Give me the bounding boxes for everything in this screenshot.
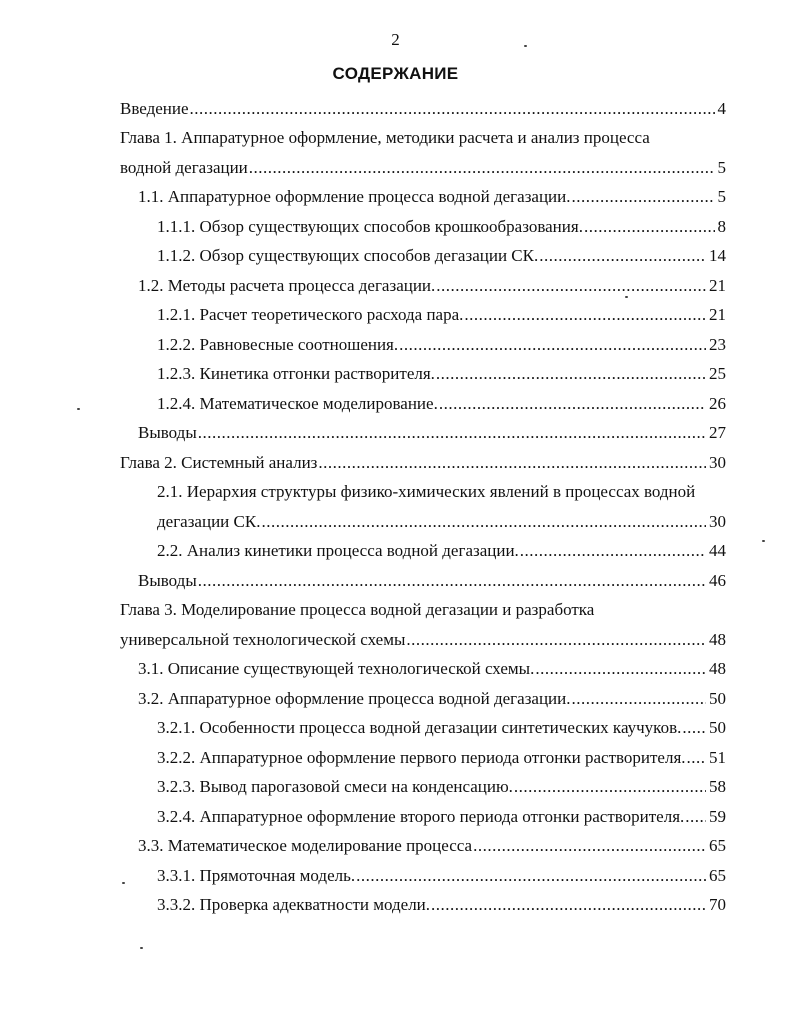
toc-entry bbox=[157, 743, 726, 773]
toc-entry-page: 50 bbox=[709, 718, 726, 737]
leader-dots bbox=[436, 271, 706, 301]
toc-entry-page: 50 bbox=[709, 689, 726, 708]
leader-dots bbox=[584, 212, 715, 242]
toc-entry-text-line1: 2.1. Иерархия структуры физико-химических явлений в процессах водной bbox=[157, 482, 696, 501]
scan-speck bbox=[140, 947, 143, 949]
toc-entry bbox=[157, 536, 726, 566]
scan-speck bbox=[77, 408, 80, 410]
toc-entry-page: 48 bbox=[709, 629, 726, 649]
toc-entry bbox=[157, 359, 726, 389]
leader-dots bbox=[261, 507, 706, 537]
toc-entry-text: 1.2.3. Кинетика отгонки растворителя. bbox=[157, 364, 435, 383]
toc-entry-text: 3.2.4. Аппаратурное оформление второго периода отгонки растворителя. bbox=[157, 807, 685, 826]
toc-entry-text: 1.2.1. Расчет теоретического расхода пара. bbox=[157, 305, 464, 324]
leader-dots bbox=[464, 300, 706, 330]
toc-entry-page: 27 bbox=[709, 423, 726, 442]
leader-dots bbox=[535, 654, 706, 684]
leader-dots bbox=[198, 418, 706, 448]
toc-entry-text: 3.2. Аппаратурное оформление процесса водной дегазации. bbox=[138, 689, 571, 708]
leader-dots bbox=[406, 625, 706, 655]
leader-dots bbox=[473, 831, 706, 861]
toc-entry-page: 48 bbox=[709, 659, 726, 678]
toc-entry-text-line1: Глава 1. Аппаратурное оформление, методики расчета и анализ процесса bbox=[120, 128, 650, 147]
toc-entry bbox=[157, 802, 726, 832]
toc-entry-page: 4 bbox=[717, 99, 726, 118]
toc-entry-text: Выводы bbox=[138, 423, 197, 442]
toc-entry-text: Глава 2. Системный анализ bbox=[120, 453, 318, 472]
toc-entry-page: 21 bbox=[709, 305, 726, 324]
toc-entry bbox=[138, 684, 726, 714]
toc-entry-text: 3.2.3. Вывод парогазовой смеси на конденсацию. bbox=[157, 777, 513, 796]
toc-entry-page: 51 bbox=[709, 748, 726, 767]
toc-entry bbox=[157, 890, 726, 920]
leader-dots bbox=[318, 448, 706, 478]
toc-entry-text: 1.1. Аппаратурное оформление процесса водной дегазации. bbox=[138, 187, 571, 206]
page-number: 2 bbox=[391, 30, 400, 49]
toc-entry bbox=[138, 831, 726, 861]
toc-entry-text: 1.1.2. Обзор существующих способов дегазации СК. bbox=[157, 246, 539, 265]
leader-dots bbox=[436, 359, 706, 389]
toc-entry-text: 3.3.2. Проверка адекватности модели. bbox=[157, 895, 431, 914]
toc-entry bbox=[138, 418, 726, 448]
leader-dots bbox=[514, 772, 706, 802]
toc-entry bbox=[138, 271, 726, 301]
page-title: СОДЕРЖАНИЕ bbox=[332, 64, 459, 83]
toc-entry-page: 23 bbox=[709, 335, 726, 354]
toc-entry-text: 3.2.1. Особенности процесса водной дегазации синтетических каучуков. bbox=[157, 718, 682, 737]
toc-entry bbox=[157, 477, 726, 507]
scan-speck bbox=[625, 296, 628, 298]
toc-entry bbox=[157, 861, 726, 891]
toc-entry-page: 46 bbox=[709, 571, 726, 590]
scan-speck bbox=[122, 882, 125, 884]
leader-dots bbox=[687, 743, 706, 773]
toc-entry bbox=[157, 772, 726, 802]
leader-dots bbox=[520, 536, 706, 566]
toc-entry bbox=[157, 212, 726, 242]
leader-dots bbox=[356, 861, 706, 891]
toc-entry-text: Введение bbox=[120, 99, 189, 118]
toc-entry bbox=[138, 654, 726, 684]
toc-entry bbox=[120, 123, 726, 182]
toc-entry bbox=[157, 241, 726, 271]
leader-dots bbox=[682, 713, 706, 743]
toc-entry-text: 2.2. Анализ кинетики процесса водной дегазации. bbox=[157, 541, 519, 560]
leader-dots bbox=[439, 389, 706, 419]
toc-entry-page: 58 bbox=[709, 777, 726, 796]
toc-entry-text: 3.3.1. Прямоточная модель. bbox=[157, 866, 356, 885]
leader-dots bbox=[399, 330, 706, 360]
toc-entry-text: 1.2. Методы расчета процесса дегазации. bbox=[138, 276, 436, 295]
toc-entry-page: 65 bbox=[709, 866, 726, 885]
toc-entry-text: универсальной технологической схемы bbox=[120, 629, 406, 649]
toc-entry-text: дегазации СК. bbox=[157, 512, 261, 531]
toc-entry-page: 25 bbox=[709, 364, 726, 383]
leader-dots bbox=[198, 566, 706, 596]
leader-dots bbox=[572, 182, 715, 212]
leader-dots bbox=[190, 94, 715, 124]
leader-dots bbox=[431, 890, 706, 920]
toc-entry bbox=[157, 330, 726, 360]
toc-entry-page: 8 bbox=[717, 217, 726, 236]
toc-entry bbox=[138, 566, 726, 596]
toc-entry bbox=[138, 182, 726, 212]
toc-entry-text: водной дегазации bbox=[120, 157, 248, 177]
toc-entry bbox=[120, 94, 726, 124]
toc-entry bbox=[157, 389, 726, 419]
toc-entry-page: 5 bbox=[717, 187, 726, 206]
toc-entry-text: 3.2.2. Аппаратурное оформление первого периода отгонки растворителя. bbox=[157, 748, 686, 767]
leader-dots bbox=[249, 153, 715, 183]
toc-entry-text: 1.1.1. Обзор существующих способов крошкообразования. bbox=[157, 217, 583, 236]
toc-entry-page: 5 bbox=[717, 157, 726, 177]
toc-entry-page: 30 bbox=[709, 512, 726, 531]
toc-entry bbox=[157, 713, 726, 743]
toc-entry-page: 26 bbox=[709, 394, 726, 413]
leader-dots bbox=[539, 241, 706, 271]
toc-entry-page: 70 bbox=[709, 895, 726, 914]
toc-entry-text: 1.2.4. Математическое моделирование. bbox=[157, 394, 438, 413]
toc-entry-page: 59 bbox=[709, 807, 726, 826]
toc-entry-page: 30 bbox=[709, 453, 726, 472]
scan-speck bbox=[524, 45, 527, 47]
leader-dots bbox=[572, 684, 706, 714]
toc-entry-text: 3.3. Математическое моделирование процесса bbox=[138, 836, 473, 855]
toc-entry bbox=[157, 300, 726, 330]
toc-entry-page: 44 bbox=[709, 541, 726, 560]
leader-dots bbox=[685, 802, 706, 832]
toc-entry-page: 21 bbox=[709, 276, 726, 295]
toc-entry-text: 1.2.2. Равновесные соотношения. bbox=[157, 335, 399, 354]
scan-speck bbox=[762, 540, 765, 542]
toc-entry bbox=[157, 507, 726, 537]
toc-entry-page: 65 bbox=[709, 836, 726, 855]
toc-entry-text: 3.1. Описание существующей технологической схемы. bbox=[138, 659, 535, 678]
toc-entry bbox=[120, 448, 726, 478]
toc-entry-text-line1: Глава 3. Моделирование процесса водной дегазации и разработка bbox=[120, 600, 595, 619]
toc-entry-page: 14 bbox=[709, 246, 726, 265]
toc-entry-text: Выводы bbox=[138, 571, 197, 590]
toc-entry bbox=[120, 595, 726, 654]
